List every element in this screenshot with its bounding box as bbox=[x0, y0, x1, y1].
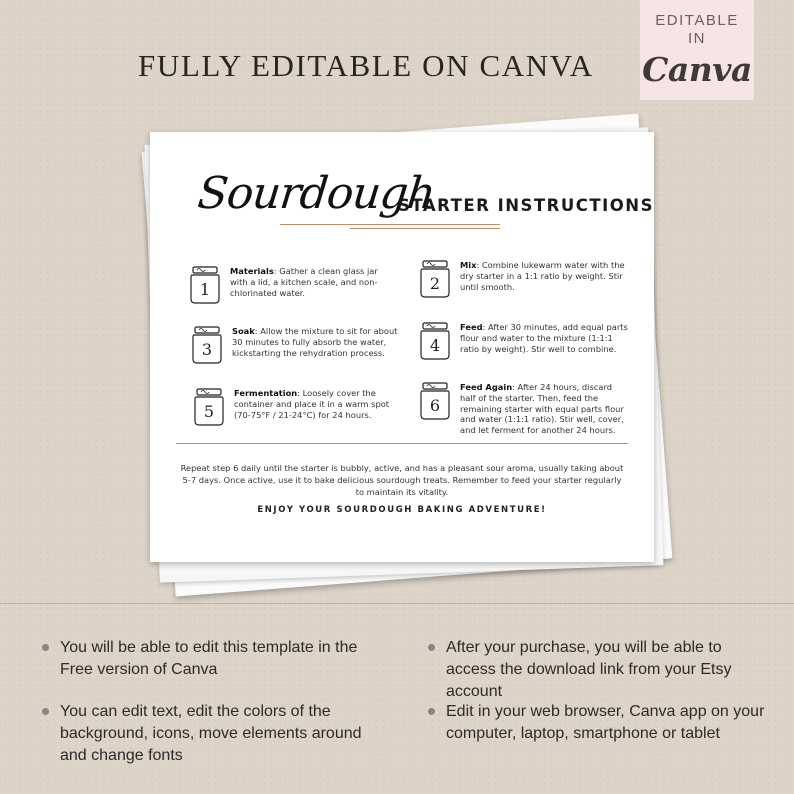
enjoy-tagline: ENJOY YOUR SOURDOUGH BAKING ADVENTURE! bbox=[257, 505, 547, 515]
bullet-dot-icon bbox=[428, 708, 435, 715]
step-body: : Gather a clean glass jar with a lid, a kitchen scale, and non-chlorinated water. bbox=[230, 266, 378, 298]
step-text bbox=[460, 322, 628, 354]
step-number: 5 bbox=[203, 402, 215, 421]
headline: FULLY EDITABLE ON CANVA bbox=[138, 48, 594, 83]
section-divider bbox=[0, 603, 794, 604]
card-title: STARTER INSTRUCTIONS bbox=[398, 196, 654, 215]
jar-icon bbox=[418, 322, 452, 360]
bullet-text: After your purchase, you will be able to access the download link from your Etsy account bbox=[446, 639, 732, 700]
bullet-item bbox=[42, 701, 382, 767]
step-label: Soak bbox=[232, 326, 255, 336]
step-body: : After 24 hours, discard half of the starter. Then, feed the remaining starter with equal parts flour and water (1:1:1 ratio). Stir well, cover, and let ferment for another 24 hours. bbox=[460, 382, 624, 436]
step-number: 2 bbox=[429, 274, 441, 293]
step-label: Mix bbox=[460, 260, 477, 270]
bullet-item bbox=[428, 701, 768, 745]
editable-in-canva-badge bbox=[640, 0, 754, 100]
step-label: Fermentation bbox=[234, 388, 298, 398]
step-label: Materials bbox=[230, 266, 274, 276]
step-number: 6 bbox=[429, 396, 441, 415]
step-text bbox=[230, 266, 398, 298]
jar-icon bbox=[188, 266, 222, 304]
jar-icon bbox=[192, 388, 226, 426]
step-body: : Combine lukewarm water with the dry starter in a 1:1 ratio by weight. Stir until smooth. bbox=[460, 260, 625, 292]
step-text bbox=[460, 260, 628, 292]
bullet-dot-icon bbox=[428, 644, 435, 651]
step-body: : Loosely cover the container and place it in a warm spot (70-75°F / 21-24°C) for 24 hours. bbox=[234, 388, 390, 420]
step-label: Feed bbox=[460, 322, 483, 332]
jar-icon bbox=[418, 382, 452, 420]
instruction-card bbox=[150, 132, 654, 562]
bullet-text: You can edit text, edit the colors of the background, icons, move elements around and change fonts bbox=[60, 703, 362, 764]
step-text bbox=[460, 382, 628, 436]
step-text bbox=[232, 326, 400, 358]
bullet-dot-icon bbox=[42, 708, 49, 715]
bullet-item bbox=[42, 637, 382, 681]
step-body: : Allow the mixture to sit for about 30 minutes to fully absorb the water, kickstarting the rehydration process. bbox=[232, 326, 398, 358]
bullet-dot-icon bbox=[42, 644, 49, 651]
badge-line-2: IN bbox=[688, 30, 706, 47]
card-title-script: Sourdough bbox=[195, 168, 438, 219]
canva-logo: Canva bbox=[642, 50, 752, 89]
step-number: 3 bbox=[201, 340, 213, 359]
jar-icon bbox=[418, 260, 452, 298]
closing-paragraph: Repeat step 6 daily until the starter is bubbly, active, and has a pleasant sour aroma, usually taking about 5-7 days. Once active, use it to bake delicious sourdough treats. Remember to feed your starter regularly to maintain its vitality. bbox=[180, 463, 624, 497]
step-number: 4 bbox=[429, 336, 441, 355]
bullet-text: Edit in your web browser, Canva app on your computer, laptop, smartphone or tablet bbox=[446, 703, 765, 742]
step-number: 1 bbox=[199, 280, 211, 299]
bullet-text: You will be able to edit this template in the Free version of Canva bbox=[60, 639, 358, 678]
step-label: Feed Again bbox=[460, 382, 513, 392]
divider bbox=[176, 443, 628, 444]
step-body: : After 30 minutes, add equal parts flour and water to the mixture (1:1:1 ratio by weight). Stir well to combine. bbox=[460, 322, 628, 354]
bullet-item bbox=[428, 637, 768, 703]
badge-line-1: EDITABLE bbox=[655, 12, 739, 29]
jar-icon bbox=[190, 326, 224, 364]
step-text bbox=[234, 388, 402, 420]
